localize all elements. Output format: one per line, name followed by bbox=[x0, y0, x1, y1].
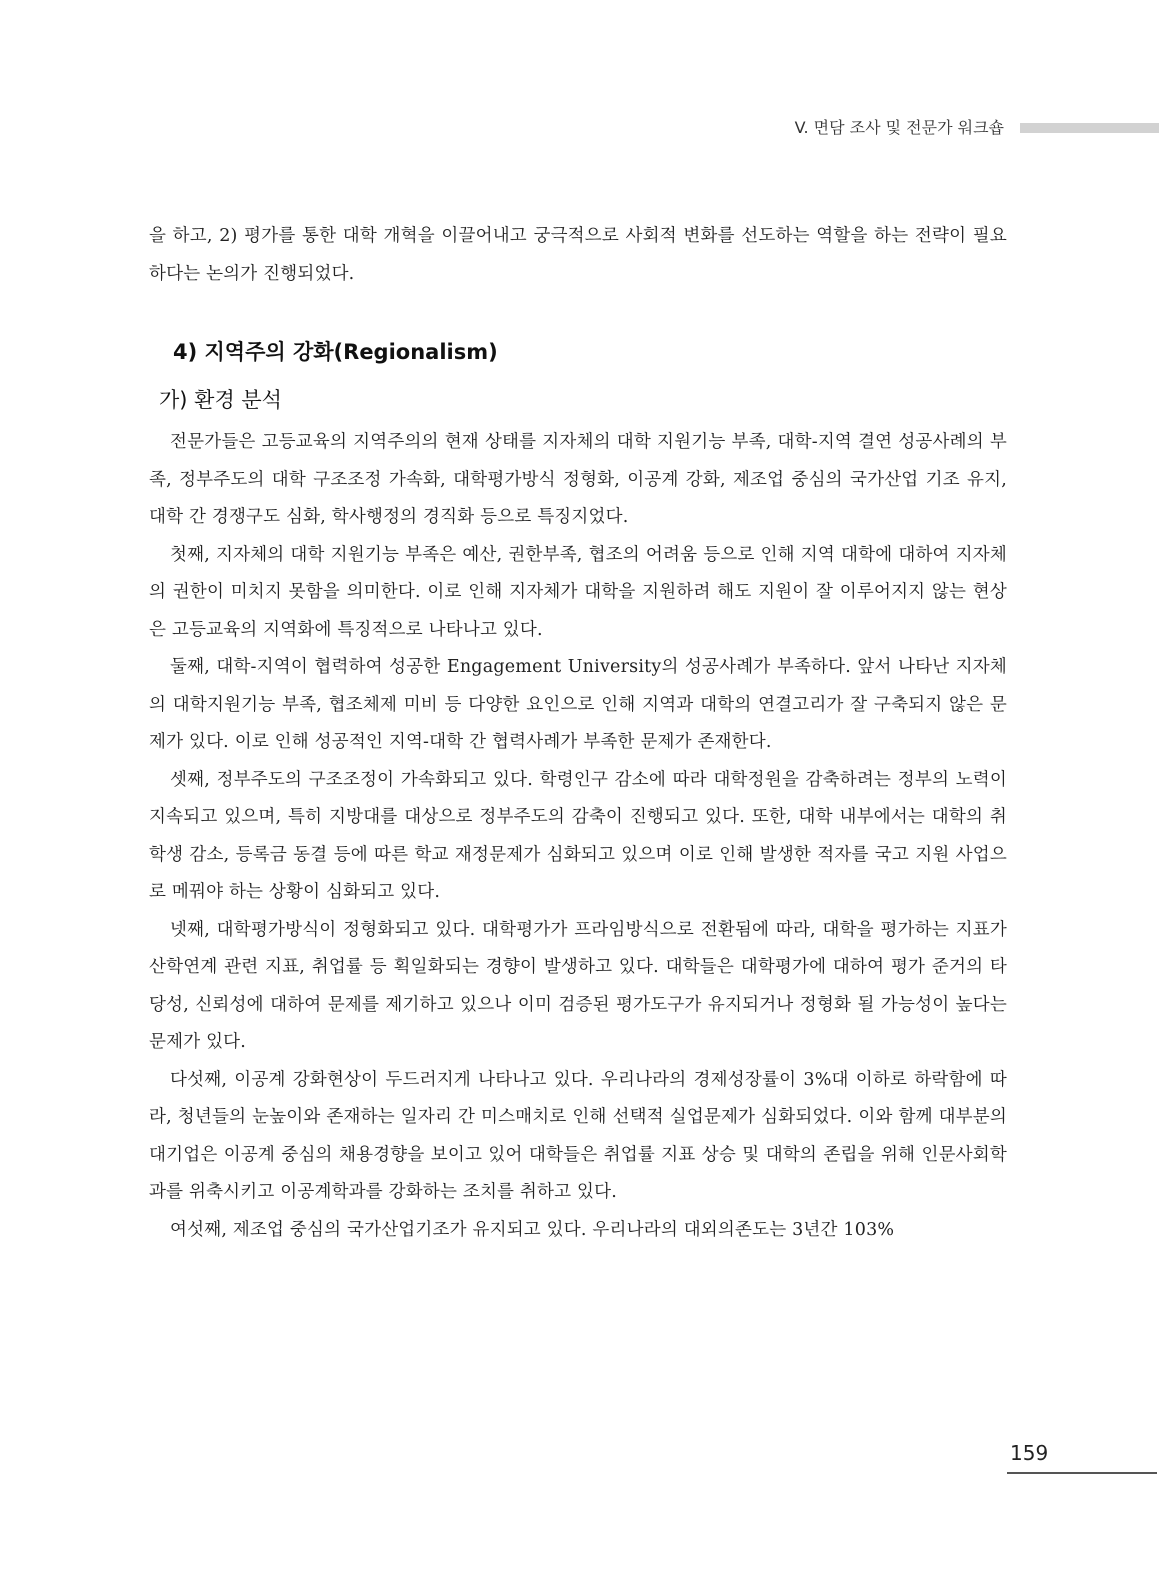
running-header bbox=[0, 116, 1159, 140]
page-number: 159 bbox=[1010, 1441, 1049, 1465]
page-body bbox=[149, 218, 1007, 1249]
subsection-heading: 가) 환경 분석 bbox=[159, 388, 282, 412]
paragraph-fifth: 다섯째, 이공계 강화현상이 두드러지게 나타나고 있다. 우리나라의 경제성장률이 3%대 이하로 하락함에 따라, 청년들의 눈높이와 존재하는 일자리 간 미스매치로 인해 선택적 실업문제가 심화되었다. 이와 함께 대부분의 대기업은 이공계 중심의 채용경향을 보이고 있어 대학들은 취업률 지표 상승 및 대학의 존립을 위해 인문사회학과를 위축시키고 이공계학과를 강화하는 조치를 취하고 있다. bbox=[149, 1069, 1007, 1202]
section-heading: 4) 지역주의 강화(Regionalism) bbox=[173, 340, 498, 364]
header-bar bbox=[1020, 123, 1159, 133]
paragraph-third: 셋째, 정부주도의 구조조정이 가속화되고 있다. 학령인구 감소에 따라 대학정원을 감축하려는 정부의 노력이 지속되고 있으며, 특히 지방대를 대상으로 정부주도의 감축이 진행되고 있다. 또한, 대학 내부에서는 대학의 취학생 감소, 등록금 동결 등에 따른 학교 재정문제가 심화되고 있으며 이로 인해 발생한 적자를 국고 지원 사업으로 메꿔야 하는 상황이 심화되고 있다. bbox=[149, 769, 1007, 902]
paragraph-first: 첫째, 지자체의 대학 지원기능 부족은 예산, 권한부족, 협조의 어려움 등으로 인해 지역 대학에 대하여 지자체의 권한이 미치지 못함을 의미한다. 이로 인해 지자체가 대학을 지원하려 해도 지원이 잘 이루어지지 않는 현상은 고등교육의 지역화에 특징적으로 나타나고 있다. bbox=[149, 544, 1007, 640]
paragraph-sixth: 여섯째, 제조업 중심의 국가산업기조가 유지되고 있다. 우리나라의 대외의존도는 3년간 103% bbox=[170, 1219, 895, 1240]
page-footer bbox=[1007, 1438, 1157, 1474]
continuation-paragraph: 을 하고, 2) 평가를 통한 대학 개혁을 이끌어내고 궁극적으로 사회적 변화를 선도하는 역할을 하는 전략이 필요하다는 논의가 진행되었다. bbox=[149, 226, 1007, 284]
paragraph-intro: 전문가들은 고등교육의 지역주의의 현재 상태를 지자체의 대학 지원기능 부족, 대학-지역 결연 성공사례의 부족, 정부주도의 대학 구조조정 가속화, 대학평가방식 정형화, 이공계 강화, 제조업 중심의 국가산업 기조 유지, 대학 간 경쟁구도 심화, 학사행정의 경직화 등으로 특징지었다. bbox=[149, 432, 1007, 527]
paragraph-second: 둘째, 대학-지역이 협력하여 성공한 Engagement University의 성공사례가 부족하다. 앞서 나타난 지자체의 대학지원기능 부족, 협조체제 미비 등 다양한 요인으로 인해 지역과 대학의 연결고리가 잘 구축되지 않은 문제가 있다. 이로 인해 성공적인 지역-대학 간 협력사례가 부족한 문제가 존재한다. bbox=[149, 657, 1007, 752]
paragraph-fourth: 넷째, 대학평가방식이 정형화되고 있다. 대학평가가 프라임방식으로 전환됨에 따라, 대학을 평가하는 지표가 산학연계 관련 지표, 취업률 등 획일화되는 경향이 발생하고 있다. 대학들은 대학평가에 대하여 평가 준거의 타당성, 신뢰성에 대하여 문제를 제기하고 있으나 이미 검증된 평가도구가 유지되거나 정형화 될 가능성이 높다는 문제가 있다. bbox=[149, 919, 1007, 1052]
chapter-title: V. 면담 조사 및 전문가 워크숍 bbox=[794, 118, 1004, 137]
